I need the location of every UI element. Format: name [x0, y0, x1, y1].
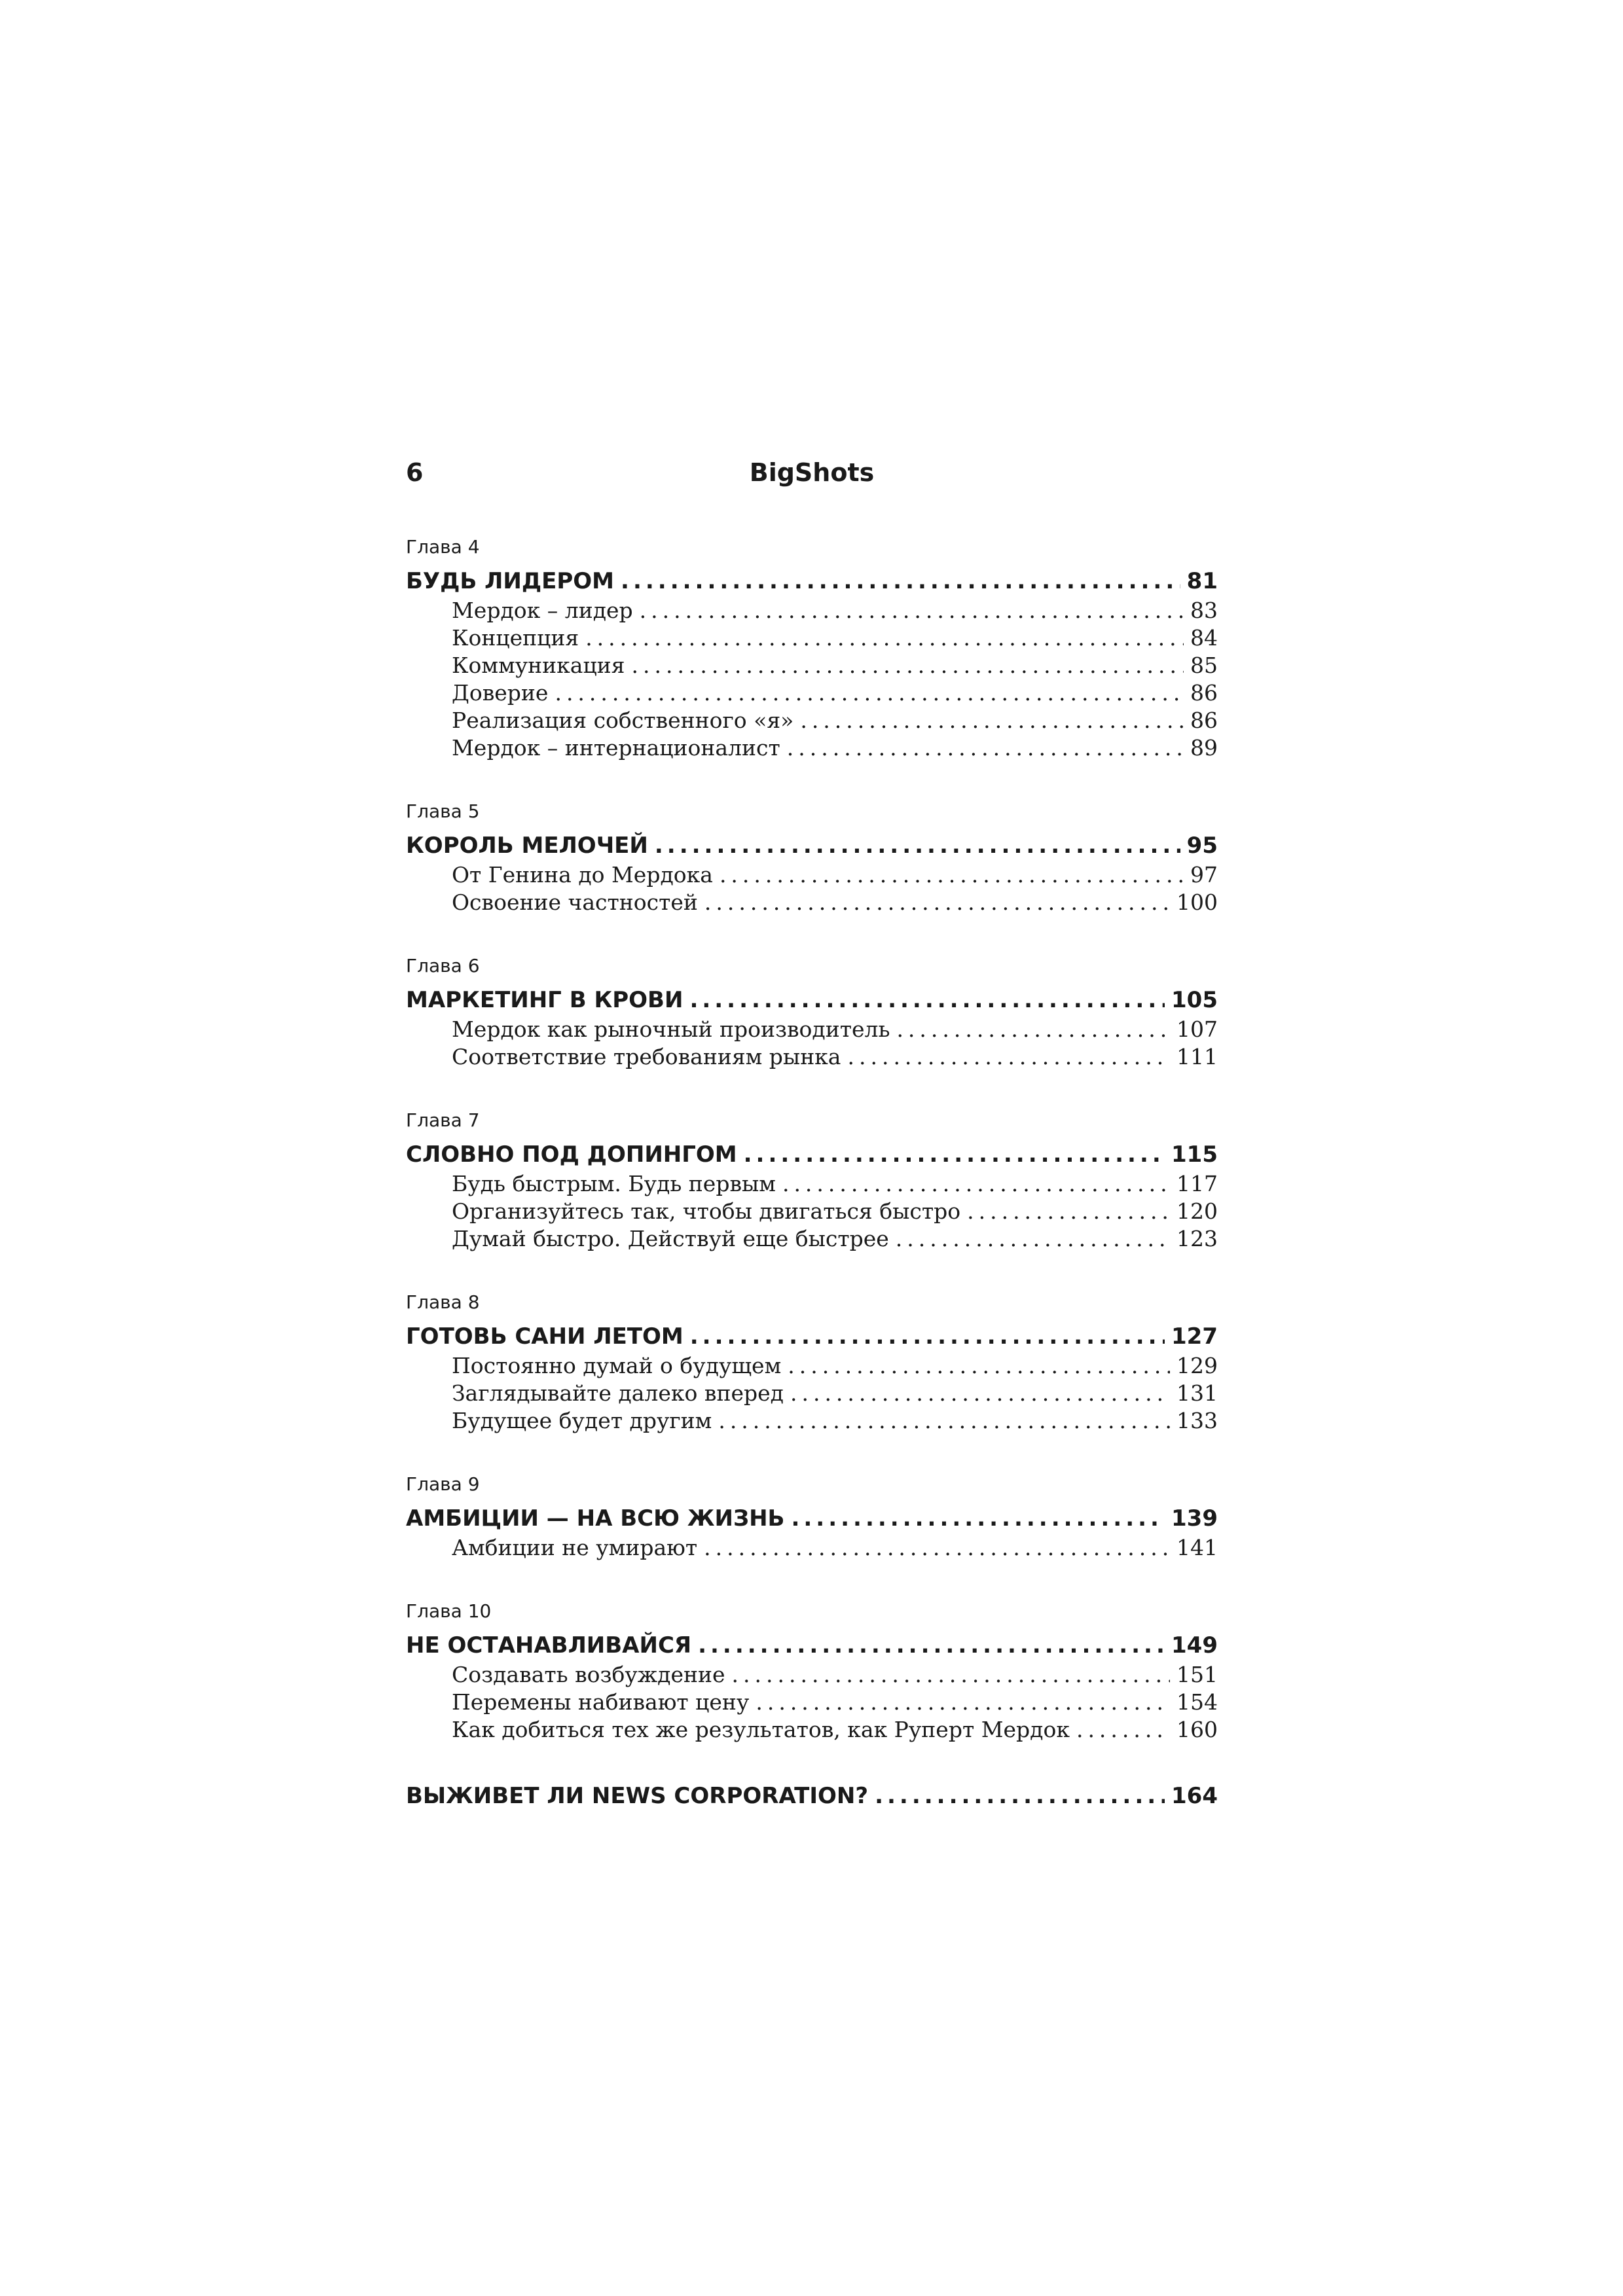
toc-section-entry [406, 861, 1218, 889]
toc-section-title: Мердок – лидер [452, 598, 633, 623]
toc-section-page: 120 [1176, 1198, 1218, 1224]
toc-section-title: Концепция [452, 625, 579, 651]
toc-section-title: Перемены набивают цену [452, 1689, 750, 1715]
dot-leader [756, 1689, 1170, 1716]
toc-section-entry [406, 1661, 1218, 1689]
toc-entry-page: 149 [1171, 1632, 1218, 1659]
toc-section-entry [406, 1407, 1218, 1435]
toc-entry-title: МАРКЕТИНГ В КРОВИ [406, 987, 684, 1013]
dot-leader [788, 1352, 1170, 1380]
toc-section-title: Доверие [452, 680, 549, 706]
toc-section-page: 117 [1176, 1171, 1218, 1196]
toc-entry-title: СЛОВНО ПОД ДОПИНГОМ [406, 1141, 737, 1168]
toc-chapter [406, 798, 1218, 916]
toc-section-entry [406, 707, 1218, 734]
toc-section-page: 133 [1176, 1408, 1218, 1433]
chapter-label: Глава 4 [406, 536, 480, 558]
page [406, 458, 1218, 1812]
dot-leader [1076, 1716, 1170, 1744]
toc-section-entry [406, 1716, 1218, 1744]
dot-leader [689, 984, 1165, 1016]
dot-leader [640, 597, 1184, 624]
toc-section-entry [406, 679, 1218, 707]
toc-chapter-entry [406, 1321, 1218, 1352]
toc-entry-title: ГОТОВЬ САНИ ЛЕТОМ [406, 1323, 684, 1350]
dot-leader [732, 1661, 1170, 1689]
dot-leader [621, 565, 1180, 597]
chapter-label: Глава 6 [406, 955, 480, 977]
toc-section-page: 111 [1176, 1044, 1218, 1069]
toc-section-entry [406, 1225, 1218, 1253]
toc-section-title: Заглядывайте далеко вперед [452, 1380, 784, 1406]
toc-entry-page: 139 [1171, 1505, 1218, 1532]
dot-leader [720, 861, 1184, 889]
toc-section-page: 97 [1190, 862, 1218, 888]
toc-section-page: 83 [1190, 598, 1218, 623]
toc-section-title: Амбиции не умирают [452, 1535, 698, 1560]
chapter-label: Глава 8 [406, 1291, 480, 1313]
toc-section-entry [406, 1170, 1218, 1198]
toc-chapter-entry [406, 1503, 1218, 1534]
toc-chapter [406, 1471, 1218, 1562]
dot-leader [704, 1534, 1170, 1562]
dot-leader [847, 1043, 1170, 1071]
toc-section-page: 151 [1176, 1662, 1218, 1687]
toc-section-page: 86 [1190, 680, 1218, 706]
dot-leader [967, 1198, 1170, 1225]
toc-section-entry [406, 1689, 1218, 1716]
toc-section-title: Соответствие требованиям рынка [452, 1044, 841, 1069]
dot-leader [896, 1016, 1170, 1043]
toc-entry-page: 81 [1186, 568, 1218, 594]
toc-section-entry [406, 1352, 1218, 1380]
toc-chapter [406, 534, 1218, 762]
toc-section-page: 107 [1176, 1016, 1218, 1042]
toc-entry-page: 105 [1171, 987, 1218, 1013]
toc-section-page: 86 [1190, 708, 1218, 733]
dot-leader [896, 1225, 1170, 1253]
toc-section-entry [406, 1380, 1218, 1407]
toc-section-entry [406, 1016, 1218, 1043]
toc-section-title: Как добиться тех же результатов, как Руперт Мердок [452, 1717, 1070, 1742]
running-head [406, 458, 1218, 497]
toc-entry-title: АМБИЦИИ — НА ВСЮ ЖИЗНЬ [406, 1505, 785, 1532]
toc-section-page: 129 [1176, 1353, 1218, 1378]
toc-chapter-entry [406, 565, 1218, 597]
dot-leader [787, 734, 1184, 762]
toc-section-entry [406, 1534, 1218, 1562]
toc-entry-title: БУДЬ ЛИДЕРОМ [406, 568, 615, 594]
toc-chapter [406, 1598, 1218, 1744]
book-title: BigShots [749, 458, 875, 487]
toc-entry-page: 127 [1171, 1323, 1218, 1350]
toc-section-title: Думай быстро. Действуй еще быстрее [452, 1226, 889, 1251]
toc-entry-title: НЕ ОСТАНАВЛИВАЙСЯ [406, 1632, 692, 1659]
toc-entry-page: 115 [1171, 1141, 1218, 1168]
dot-leader [875, 1780, 1165, 1812]
toc-section-title: Реализация собственного «я» [452, 708, 794, 733]
toc-section-entry [406, 652, 1218, 679]
toc-section-title: Создавать возбуждение [452, 1662, 725, 1687]
toc-section-page: 123 [1176, 1226, 1218, 1251]
toc-final-entry [406, 1780, 1218, 1812]
toc-section-entry [406, 597, 1218, 624]
toc-section-page: 100 [1176, 889, 1218, 915]
toc-section-entry [406, 889, 1218, 916]
toc-section-page: 85 [1190, 653, 1218, 678]
toc-entry-title: КОРОЛЬ МЕЛОЧЕЙ [406, 833, 648, 859]
dot-leader [655, 830, 1180, 861]
page-number: 6 [406, 458, 424, 487]
toc-section-entry [406, 734, 1218, 762]
dot-leader [555, 679, 1184, 707]
toc-section-title: Мердок как рыночный производитель [452, 1016, 890, 1042]
toc-chapter-entry [406, 1630, 1218, 1661]
toc-section-title: Будущее будет другим [452, 1408, 712, 1433]
toc-chapter [406, 1107, 1218, 1253]
toc-section-page: 154 [1176, 1689, 1218, 1715]
toc-chapter-entry [406, 1139, 1218, 1170]
dot-leader [791, 1503, 1165, 1534]
dot-leader [631, 652, 1184, 679]
dot-leader [800, 707, 1184, 734]
toc-section-title: Постоянно думай о будущем [452, 1353, 782, 1378]
toc-section-page: 131 [1176, 1380, 1218, 1406]
toc-section-entry [406, 624, 1218, 652]
dot-leader [585, 624, 1184, 652]
chapter-label: Глава 7 [406, 1109, 480, 1131]
toc-entry-page: 95 [1186, 833, 1218, 859]
toc-section-page: 89 [1190, 735, 1218, 761]
dot-leader [704, 889, 1170, 916]
toc-chapter-entry [406, 830, 1218, 861]
toc-section-entry [406, 1198, 1218, 1225]
toc-section-title: Будь быстрым. Будь первым [452, 1171, 776, 1196]
toc-section-page: 84 [1190, 625, 1218, 651]
toc-section-page: 160 [1176, 1717, 1218, 1742]
toc-section-title: От Генина до Мердока [452, 862, 713, 888]
toc-section-title: Коммуникация [452, 653, 625, 678]
dot-leader [744, 1139, 1165, 1170]
dot-leader [790, 1380, 1170, 1407]
toc-section-page: 141 [1176, 1535, 1218, 1560]
dot-leader [782, 1170, 1170, 1198]
dot-leader [690, 1321, 1165, 1352]
chapter-label: Глава 10 [406, 1600, 492, 1622]
toc-section-title: Мердок – интернационалист [452, 735, 780, 761]
chapter-label: Глава 5 [406, 800, 480, 822]
toc-entry-page: 164 [1171, 1783, 1218, 1809]
dot-leader [718, 1407, 1170, 1435]
toc-entry-title: ВЫЖИВЕТ ЛИ NEWS CORPORATION? [406, 1783, 869, 1809]
toc-chapter [406, 953, 1218, 1071]
dot-leader [698, 1630, 1165, 1661]
chapter-label: Глава 9 [406, 1473, 480, 1495]
toc-section-title: Организуйтесь так, чтобы двигаться быстро [452, 1198, 961, 1224]
toc-section-title: Освоение частностей [452, 889, 698, 915]
table-of-contents [406, 534, 1218, 1744]
toc-chapter [406, 1289, 1218, 1435]
toc-chapter-entry [406, 984, 1218, 1016]
toc-section-entry [406, 1043, 1218, 1071]
